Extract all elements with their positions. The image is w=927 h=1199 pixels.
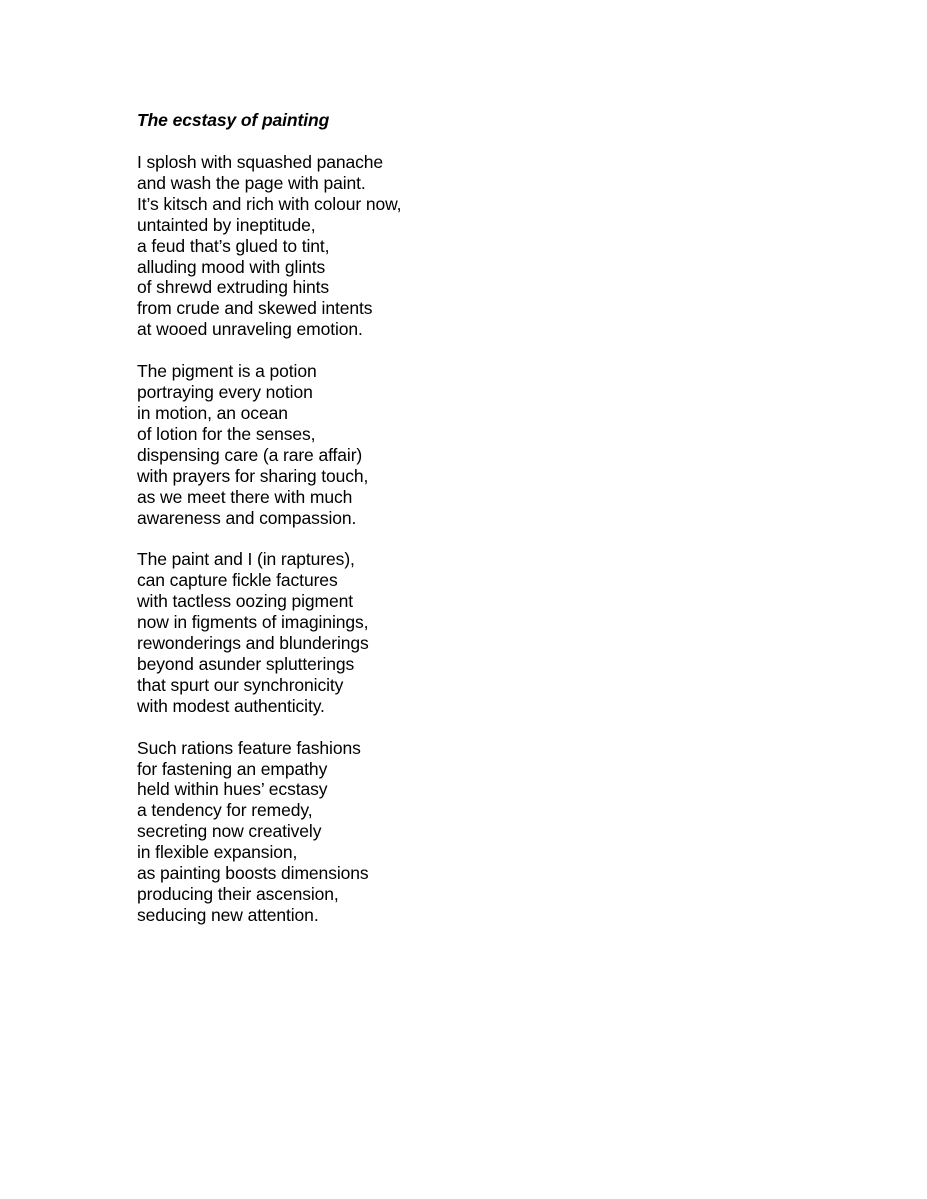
poem-line: It’s kitsch and rich with colour now, [137,193,402,214]
poem-line: can capture fickle factures [137,570,338,591]
poem-line: dispensing care (a rare affair) [137,444,363,465]
stanza-3 [137,549,837,716]
poem-line: a tendency for remedy, [137,800,313,821]
poem-line: with tactless oozing pigment [137,591,354,612]
poem-line: and wash the page with paint. [137,172,366,193]
poem-line: The pigment is a potion [137,361,317,382]
poem-line: alluding mood with glints [137,256,326,277]
poem-line: in flexible expansion, [137,842,298,863]
stanza-1 [137,152,837,340]
poem-line: as painting boosts dimensions [137,863,369,884]
poem-line: awareness and compassion. [137,507,357,528]
poem-line: a feud that’s glued to tint, [137,235,330,256]
poem-line: with prayers for sharing touch, [137,465,369,486]
poem-line: as we meet there with much [137,486,353,507]
poem-line: of shrewd extruding hints [137,277,330,298]
poem-line: I splosh with squashed panache [137,152,384,172]
poem-line: now in figments of imaginings, [137,612,369,633]
poem-line: untainted by ineptitude, [137,214,316,235]
poem-line: Such rations feature fashions [137,737,361,758]
poem-line: of lotion for the senses, [137,423,316,444]
poem-line: The paint and I (in raptures), [137,549,355,570]
stanza-4 [137,738,837,926]
poem-line: rewonderings and blunderings [137,633,369,654]
poem-line: producing their ascension, [137,884,339,904]
stanza-2 [137,361,837,528]
poem-title: The ecstasy of painting [137,110,330,130]
poem-line: portraying every notion [137,382,313,403]
poem-line: that spurt our synchronicity [137,674,344,695]
poem [137,110,837,947]
poem-line: seducing new attention. [137,904,319,925]
poem-line: in motion, an ocean [137,402,288,423]
poem-line: for fastening an empathy [137,758,328,779]
poem-line: beyond asunder splutterings [137,653,355,674]
poem-line: held within hues’ ecstasy [137,779,328,800]
poem-line: from crude and skewed intents [137,298,373,319]
poem-line: with modest authenticity. [137,695,325,716]
poem-line: at wooed unraveling emotion. [137,319,363,340]
poem-line: secreting now creatively [137,821,322,842]
